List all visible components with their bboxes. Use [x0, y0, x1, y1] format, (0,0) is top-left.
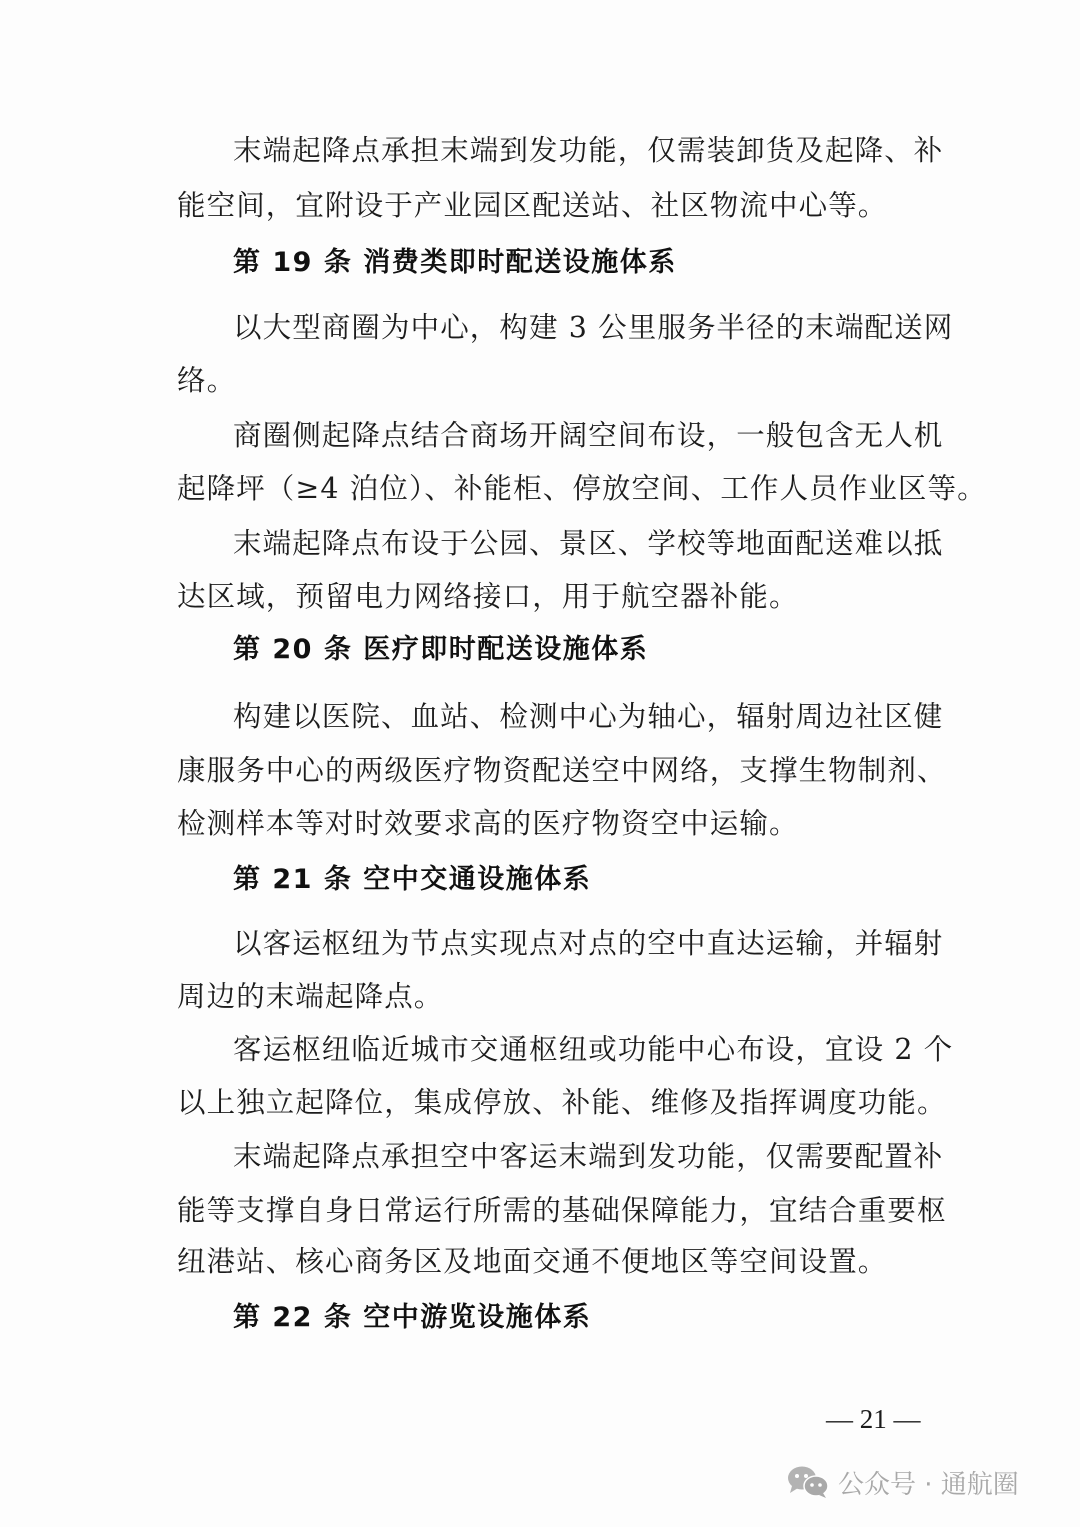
article-heading: 第 20 条 医疗即时配送设施体系	[233, 634, 649, 665]
page-number: — 21 —	[826, 1404, 921, 1434]
watermark-text: 公众号 · 通航圈	[838, 1469, 1019, 1500]
watermark	[786, 1462, 1019, 1502]
paragraph-line: 络。	[177, 364, 237, 397]
wechat-icon	[786, 1465, 830, 1499]
paragraph-line: 以上独立起降位，集成停放、补能、维修及指挥调度功能。	[177, 1086, 947, 1119]
paragraph-line: 起降坪（≥4 泊位）、补能柜、停放空间、工作人员作业区等。	[177, 472, 987, 505]
paragraph-line: 纽港站、核心商务区及地面交通不便地区等空间设置。	[177, 1245, 888, 1278]
paragraph-line: 能空间，宜附设于产业园区配送站、社区物流中心等。	[177, 189, 888, 222]
paragraph-line: 以大型商圈为中心，构建 3 公里服务半径的末端配送网	[233, 311, 954, 344]
paragraph-line: 检测样本等对时效要求高的医疗物资空中运输。	[177, 807, 799, 840]
paragraph-line: 以客运枢纽为节点实现点对点的空中直达运输，并辐射	[233, 927, 944, 960]
paragraph-line: 客运枢纽临近城市交通枢纽或功能中心布设，宜设 2 个	[233, 1033, 954, 1066]
paragraph-line: 达区域，预留电力网络接口，用于航空器补能。	[177, 580, 799, 613]
paragraph-line: 构建以医院、血站、检测中心为轴心，辐射周边社区健	[233, 700, 944, 733]
article-heading: 第 22 条 空中游览设施体系	[233, 1302, 592, 1333]
paragraph-line: 末端起降点承担空中客运末端到发功能，仅需要配置补	[233, 1140, 944, 1173]
paragraph-line: 康服务中心的两级医疗物资配送空中网络，支撑生物制剂、	[177, 754, 947, 787]
paragraph-line: 商圈侧起降点结合商场开阔空间布设，一般包含无人机	[233, 419, 944, 452]
article-heading: 第 19 条 消费类即时配送设施体系	[233, 247, 677, 278]
paragraph-line: 末端起降点布设于公园、景区、学校等地面配送难以抵	[233, 527, 944, 560]
article-heading: 第 21 条 空中交通设施体系	[233, 864, 592, 895]
paragraph-line: 能等支撑自身日常运行所需的基础保障能力，宜结合重要枢	[177, 1194, 947, 1227]
paragraph-line: 周边的末端起降点。	[177, 980, 444, 1013]
paragraph-line: 末端起降点承担末端到发功能，仅需装卸货及起降、补	[233, 134, 944, 167]
